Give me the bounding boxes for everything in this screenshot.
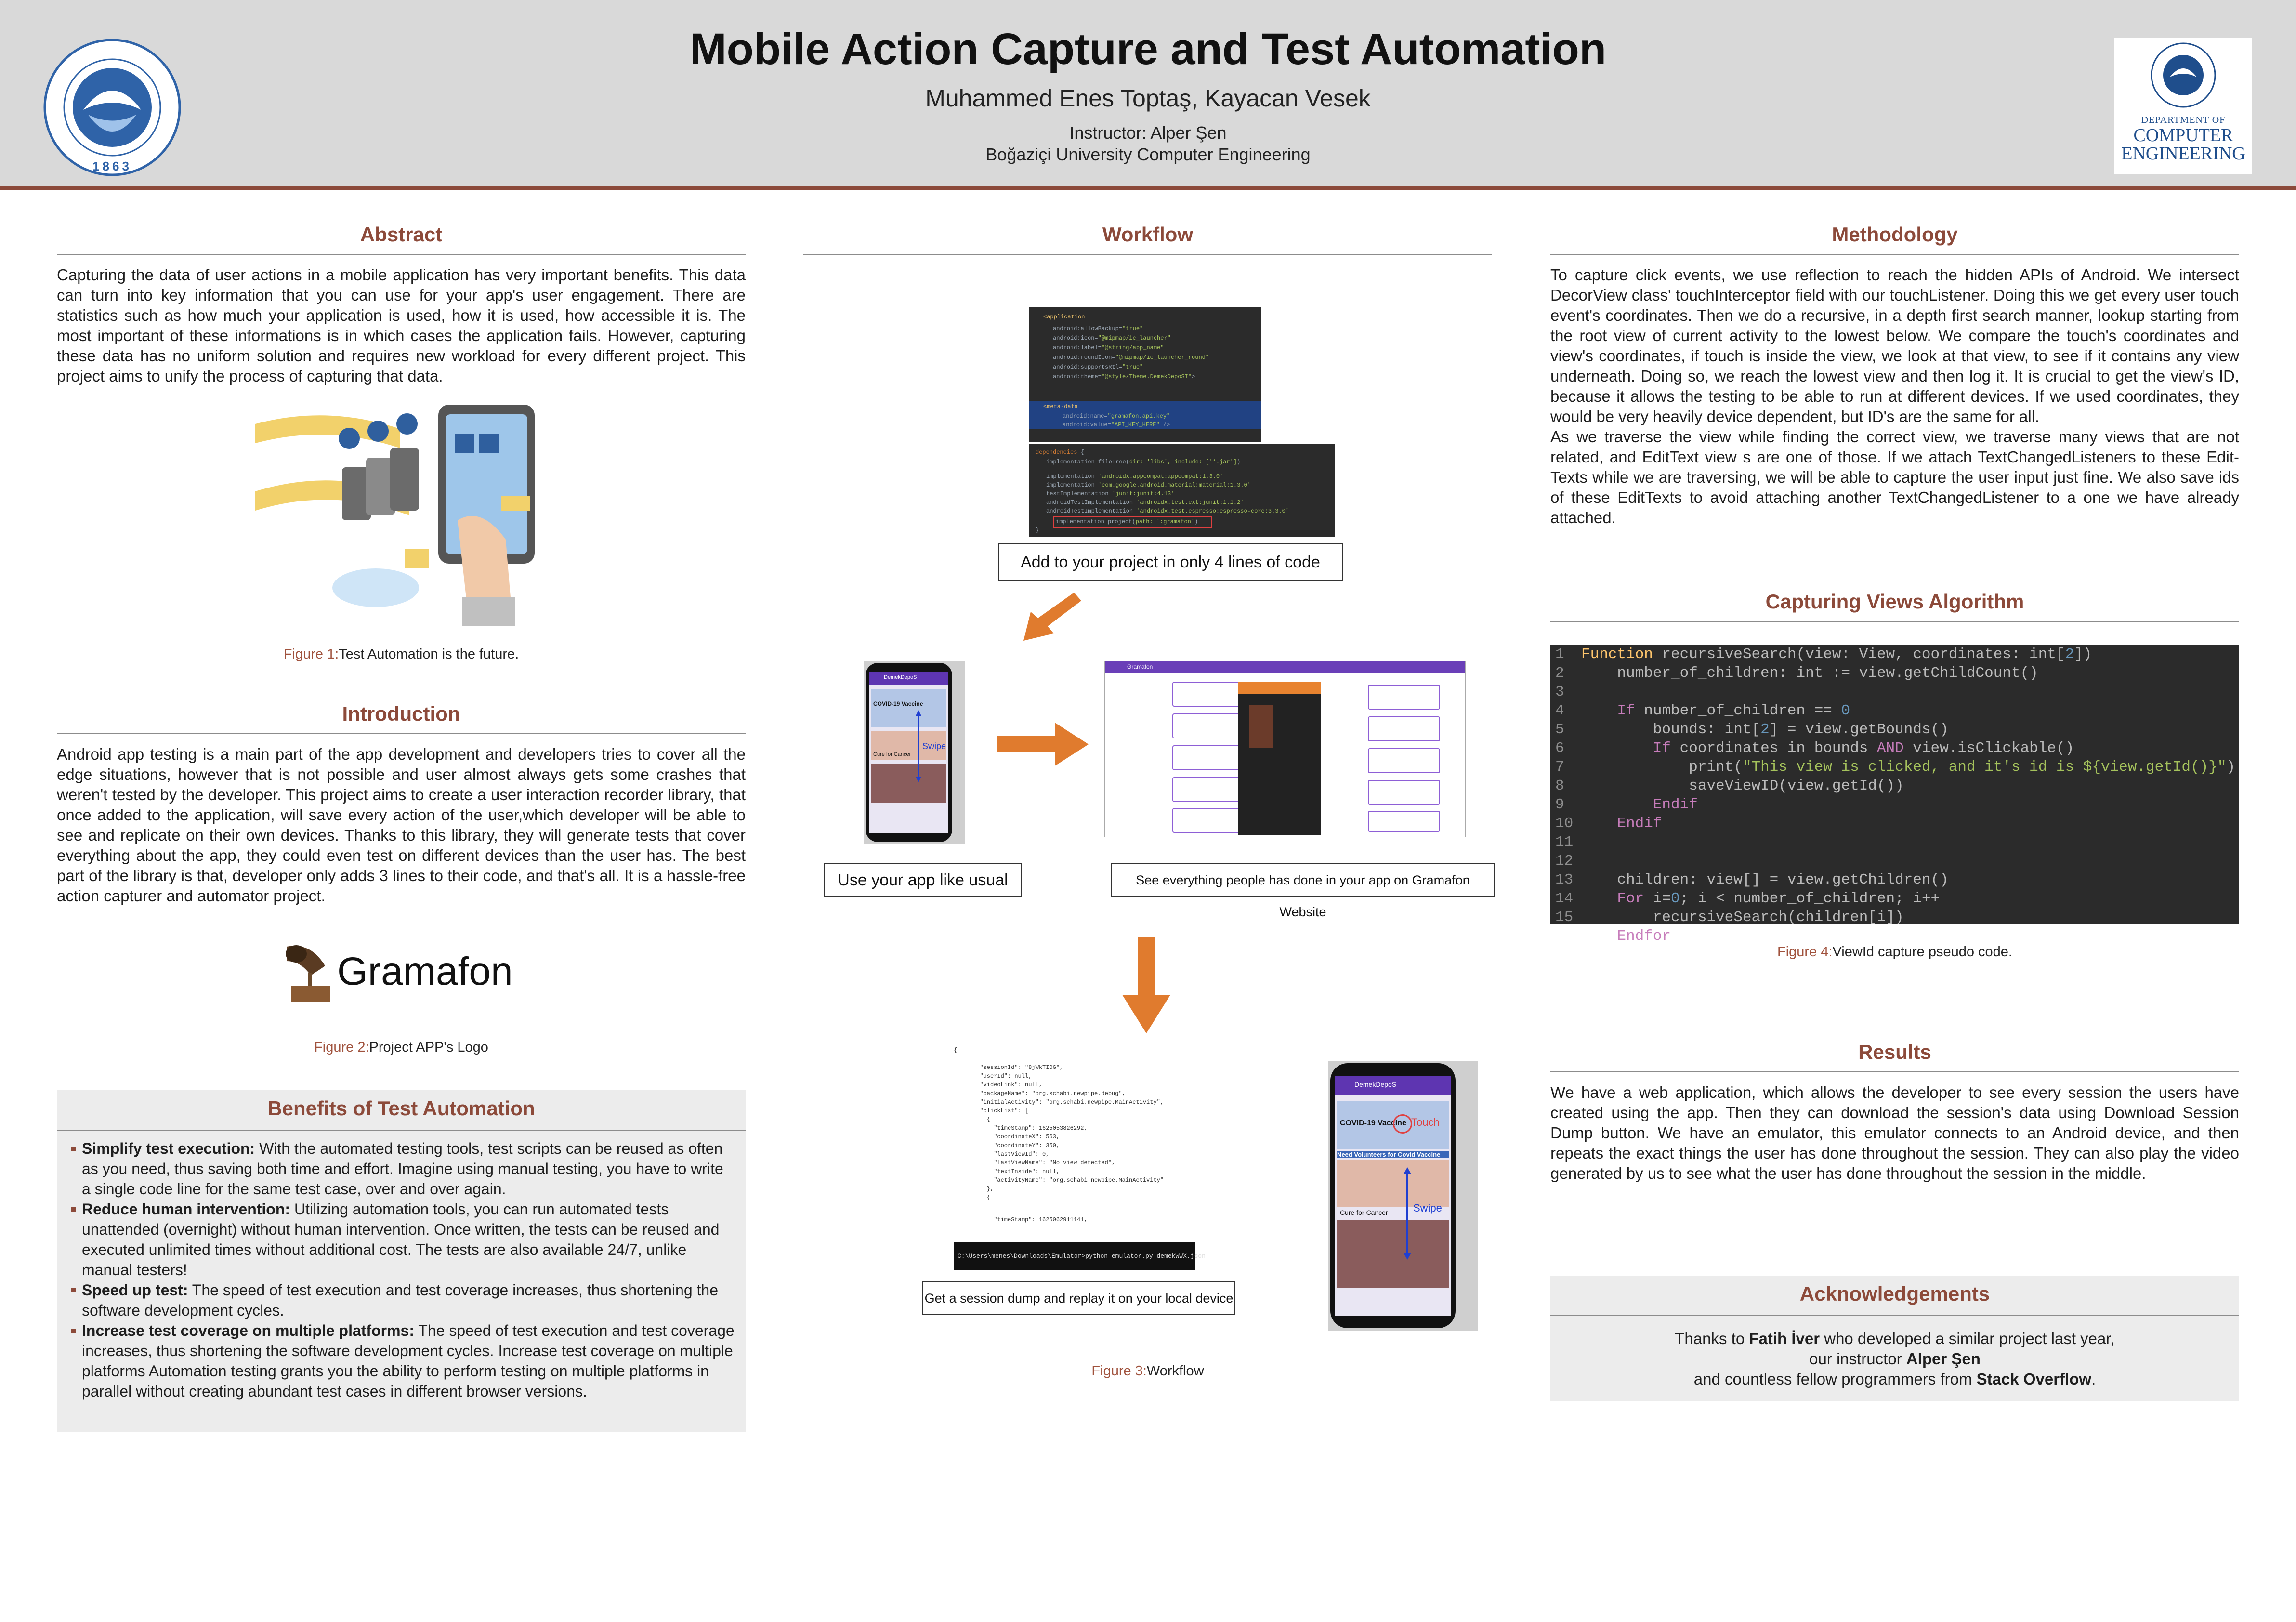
abstract-heading: Abstract <box>57 223 746 255</box>
json-line: }, <box>973 1186 994 1192</box>
benefit-title: Speed up test: <box>82 1281 188 1299</box>
poster-authors: Muhammed Enes Toptaş, Kayacan Vesek <box>925 85 1371 112</box>
phone-card-title: COVID-19 Vaccine <box>1340 1119 1406 1127</box>
abstract-text: Capturing the data of user actions in a mobile application has very important benefits. This data can turn into key information that you can use for your app's user engagement. There are statistics such as how much your application is used, how it is used, how accessible it is. The most important of these informations is in which cases the application fails. However, capturing these data has no uniform solution and requires new workload for every different project. This project aims to unify the process of capturing that data. <box>57 266 746 385</box>
code-line: Endfor <box>1617 928 1671 945</box>
line-number: 2 <box>1555 665 1564 682</box>
code-line: bounds: int[2] = view.getBounds() <box>1581 721 1949 738</box>
figure2-text: Project APP's Logo <box>369 1040 488 1055</box>
figure2-label: Figure 2: <box>314 1040 369 1055</box>
ack-line1 <box>1550 1329 2239 1349</box>
phone-header-text: DemekDepoS <box>1354 1081 1397 1088</box>
introduction-text: Android app testing is a main part of the app development and developers tries to cover all the edge situations, however that is not possible and user almost always gets some crashes that weren't tested by the developer. This project aims to create a user interaction recorder library, that once added to the application, will save every action of the user,which developer will be able to see and replicate on their own devices. Thanks to this library, they will generate tests that cover everything about the app, they could even test on different devices than the user has. The best part of the library is that, developer only adds 3 lines to their code, and that's all. It is a hassle-free action capturer and automator project. <box>57 745 746 905</box>
figure4-label: Figure 4: <box>1777 944 1833 960</box>
line-number: 6 <box>1555 740 1564 757</box>
phone-card-title: Need Volunteers for Covid Vaccine <box>1337 1151 1449 1158</box>
line-number: 3 <box>1555 684 1564 700</box>
ack-line3 <box>1550 1369 2239 1389</box>
ack-name: Stack Overflow <box>1976 1370 2092 1388</box>
benefits-divider <box>57 1130 746 1131</box>
poster-department: Boğaziçi University Computer Engineering <box>985 145 1311 164</box>
benefit-title: Increase test coverage on multiple platforms: <box>82 1322 414 1339</box>
line-number: 1 <box>1555 646 1564 663</box>
figure3-label: Figure 3: <box>1091 1363 1147 1379</box>
json-line: "clickList": [ <box>973 1108 1029 1114</box>
poster-instructor: Instructor: Alper Şen <box>1069 123 1227 143</box>
benefit-title: Simplify test execution: <box>82 1140 255 1157</box>
json-line: "coordinateX": 563, <box>973 1134 1060 1140</box>
json-line: "lastViewName": "No view detected", <box>973 1160 1115 1166</box>
line-number: 10 <box>1555 815 1574 832</box>
label-session-dump: Get a session dump and replay it on your local device <box>922 1281 1235 1315</box>
algorithm-heading: Capturing Views Algorithm <box>1550 590 2239 622</box>
right-logo-line1: DEPARTMENT OF <box>2141 115 2226 125</box>
gradle-code-screenshot: dependencies { implementation fileTree(dir: 'libs', include: ['*.jar']) implementation 'androidx.appcompat:appcompat:1.3.0' implementation 'com.google.android.material:material:1.3.0' testImplementation 'junit:junit:4.13' androidTestImplementation 'androidx.test.ext:junit:1.1.2' androidTestImplementation 'androidx.test.espresso:espresso-core:3.3.0' implementation project(path: ':gramafon') } <box>1029 444 1335 537</box>
code-line: recursiveSearch(children[i]) <box>1581 909 1904 926</box>
json-line: { <box>973 1116 991 1123</box>
right-logo-line2: COMPUTER <box>2133 125 2233 145</box>
benefits-list <box>71 1138 736 1401</box>
json-line: "textInside": null, <box>973 1168 1060 1175</box>
code-line: children: view[] = view.getChildren() <box>1581 871 1949 888</box>
code-line: If number_of_children == 0 <box>1617 702 1850 719</box>
gramophone-icon <box>282 942 335 1004</box>
line-number: 12 <box>1555 853 1574 870</box>
code-line: print("This view is clicked, and it's id is ${view.getId()}") <box>1581 759 2236 776</box>
acknowledgements-box <box>1550 1276 2239 1401</box>
json-line: "userId": null, <box>973 1073 1032 1080</box>
benefit-item <box>71 1280 736 1320</box>
figure3-caption <box>803 1363 1492 1379</box>
acknowledgements-divider <box>1550 1315 2239 1316</box>
code-line: Endif <box>1653 796 1698 813</box>
benefit-item <box>71 1320 736 1401</box>
touch-annotation: Touch <box>1411 1116 1440 1128</box>
phone-header-text: DemekDepoS <box>884 674 917 680</box>
label-see-website: See everything people has done in your app on Gramafon Website <box>1111 863 1495 897</box>
arrow-down-icon <box>1122 937 1170 1033</box>
phone-screenshot-1 <box>866 663 952 842</box>
figure3-text: Workflow <box>1146 1363 1204 1379</box>
line-number: 14 <box>1555 890 1574 907</box>
label-use-app: Use your app like usual <box>824 863 1022 897</box>
figure1-label: Figure 1: <box>283 646 339 662</box>
json-line: "initialActivity": "org.schabi.newpipe.MainActivity", <box>973 1099 1164 1106</box>
website-brand: Gramafon <box>1127 663 1153 670</box>
ack-name: Alper Şen <box>1906 1350 1981 1368</box>
line-number: 4 <box>1555 702 1564 719</box>
json-line: "lastViewId": 0, <box>973 1151 1050 1158</box>
line-number: 9 <box>1555 796 1564 813</box>
right-logo-line3: ENGINEERING <box>2121 144 2245 164</box>
session-json-dump <box>954 1046 1204 1225</box>
line-number: 11 <box>1555 834 1574 851</box>
benefits-box <box>57 1090 746 1432</box>
benefit-title: Reduce human intervention: <box>82 1200 290 1218</box>
label-add-project: Add to your project in only 4 lines of code <box>998 543 1343 581</box>
code-line: Function recursiveSearch(view: View, coordinates: int[2]) <box>1581 646 2092 663</box>
ack-text: who developed a similar project last year, <box>1820 1330 2115 1347</box>
ack-text: Thanks to <box>1675 1330 1749 1347</box>
benefit-text: The speed of test execution and test coverage increases, thus shortening the software development cycles. Increase test coverage on multiple platforms Automation testing grants you the ability to perform testing on multiple platforms in parallel without creating abundant test cases in different browser versions. <box>82 1322 735 1400</box>
swipe-annotation: Swipe <box>1413 1202 1442 1214</box>
test-automation-illustration <box>255 395 554 626</box>
results-heading: Results <box>1550 1041 2239 1072</box>
emulator-terminal: C:\Users\menes\Downloads\Emulator>python emulator.py demekWWX.json <box>954 1242 1195 1270</box>
phone-card-title: COVID-19 Vaccine <box>873 700 923 707</box>
arrow-down-left-icon <box>1021 590 1084 643</box>
phone-card-title: Cure for Cancer <box>1340 1209 1388 1216</box>
figure1-caption <box>57 646 746 662</box>
ack-line2 <box>1550 1349 2239 1369</box>
poster-title: Mobile Action Capture and Test Automation <box>689 25 1607 74</box>
workflow-heading: Workflow <box>803 223 1492 255</box>
json-line: "coordinateY": 350, <box>973 1142 1060 1149</box>
benefit-item <box>71 1199 736 1280</box>
json-line: "sessionId": "8jWkTIOG", <box>973 1064 1063 1071</box>
acknowledgements-heading: Acknowledgements <box>1799 1282 1990 1305</box>
results-text: We have a web application, which allows the developer to see every session the users have created using the app. Then they can download the session's data using Download Session Dump button. We have an emulator, this emulator connects to an Android device, and then repeats the exact things the user has done throughout the session. They can also play the video generated by us to see what the user has done throughout the session in the middle. <box>1550 1083 2239 1182</box>
json-line: { <box>973 1194 991 1201</box>
phone-screenshot-2 <box>1330 1063 1456 1328</box>
json-line: "timeStamp": 1625053826292, <box>973 1125 1088 1132</box>
figure4-text: ViewId capture pseudo code. <box>1832 944 2012 960</box>
left-logo-year: 1863 <box>92 159 132 173</box>
benefit-text: The speed of test execution and test coverage increases, thus shortening the software development cycles. <box>82 1281 719 1319</box>
json-line: "activityName": "org.schabi.newpipe.MainActivity" <box>973 1177 1164 1184</box>
code-line: If coordinates in bounds AND view.isClickable() <box>1653 740 2074 757</box>
methodology-para2: As we traverse the view while finding the correct view, we traverse many views that are not related, and EditText view s are one of those. If we attach TextChangedListeners to these Edit-Texts while we are traversing, we will be able to capture the user input just fine. We also save ids of these EditTexts to avoid attaching another TextChangedListener to a one we have already attached. <box>1550 428 2239 527</box>
json-line: { <box>954 1047 958 1054</box>
pseudo-code-block <box>1550 645 2239 945</box>
phone-card-title: Cure for Cancer <box>873 752 911 757</box>
ack-text: . <box>2091 1370 2096 1388</box>
methodology-para1: To capture click events, we use reflection to reach the hidden APIs of Android. We intersect DecorView class' touchInterceptor field with our touchListener. Doing this we get every user touch event's coordinates. Then we do a recursive, in a depth first search manner, lookup starting from the root view of current activity to the lowest below. We compare the touch's coordinates and view's coordinates, if touch is inside the view, we look at that view, to see if it contains any view underneath. Doing so, we reach the lowest view and then log it. It is crucial to get the view's ID, because it allows the testing to be able to run at different devices. If we used coordinates, they would be very heavily device dependent, but ID's are the same for all. <box>1550 266 2239 425</box>
gramafon-logo-text: Gramafon <box>337 949 513 993</box>
line-number: 5 <box>1555 721 1564 738</box>
benefit-text: Utilizing automation tools, you can run automated tests unattended (overnight) without human intervention. Once written, the tests can be reused and executed unlimited times without additional cost. The tests are also available 24/7, unlike manual testers! <box>82 1200 720 1279</box>
swipe-annotation: Swipe <box>922 741 946 751</box>
figure4-caption <box>1550 944 2239 960</box>
computer-engineering-logo <box>2114 38 2252 174</box>
figure2-caption <box>57 1040 746 1055</box>
json-line: "videoLink": null, <box>973 1081 1043 1088</box>
figure1-text: Test Automation is the future. <box>339 646 519 662</box>
line-number: 8 <box>1555 778 1564 794</box>
ack-name: Fatih İver <box>1749 1330 1820 1347</box>
code-line: saveViewID(view.getId()) <box>1581 778 1904 794</box>
ack-text: our instructor <box>1809 1350 1906 1368</box>
methodology-heading: Methodology <box>1550 223 2239 255</box>
gramafon-website-screenshot <box>1104 661 1466 837</box>
benefits-heading: Benefits of Test Automation <box>267 1097 535 1120</box>
arrow-right-icon <box>997 723 1089 766</box>
code-line: For i=0; i < number_of_children; i++ <box>1617 890 1940 907</box>
introduction-heading: Introduction <box>57 702 746 734</box>
benefit-text: With the automated testing tools, test scripts can be reused as often as you need, thus saving both time and effort. Imagine using manual testing, you have to write a single code line for the same test case, over and over again. <box>82 1140 723 1198</box>
line-number: 7 <box>1555 759 1564 776</box>
json-line: "packageName": "org.schabi.newpipe.debug", <box>973 1090 1126 1097</box>
code-line: Endif <box>1617 815 1662 832</box>
json-line: "timeStamp": 1625062911141, <box>973 1216 1088 1223</box>
manifest-code-screenshot: <application android:allowBackup="true" android:icon="@mipmap/ic_launcher" android:label="@string/app_name" android:roundIcon="@mipmap/ic_launcher_round" android:supportsRtl="true" android:theme="@style/Theme.DemekDepoSI"> <meta-data android:name="gramafon.api.key" android:value="API_KEY_HERE" /> <box>1029 307 1261 442</box>
ack-text: and countless fellow programmers from <box>1693 1370 1977 1388</box>
line-number: 13 <box>1555 871 1574 888</box>
code-line: number_of_children: int := view.getChildCount() <box>1581 665 2038 682</box>
line-number: 15 <box>1555 909 1574 926</box>
benefit-item <box>71 1138 736 1199</box>
